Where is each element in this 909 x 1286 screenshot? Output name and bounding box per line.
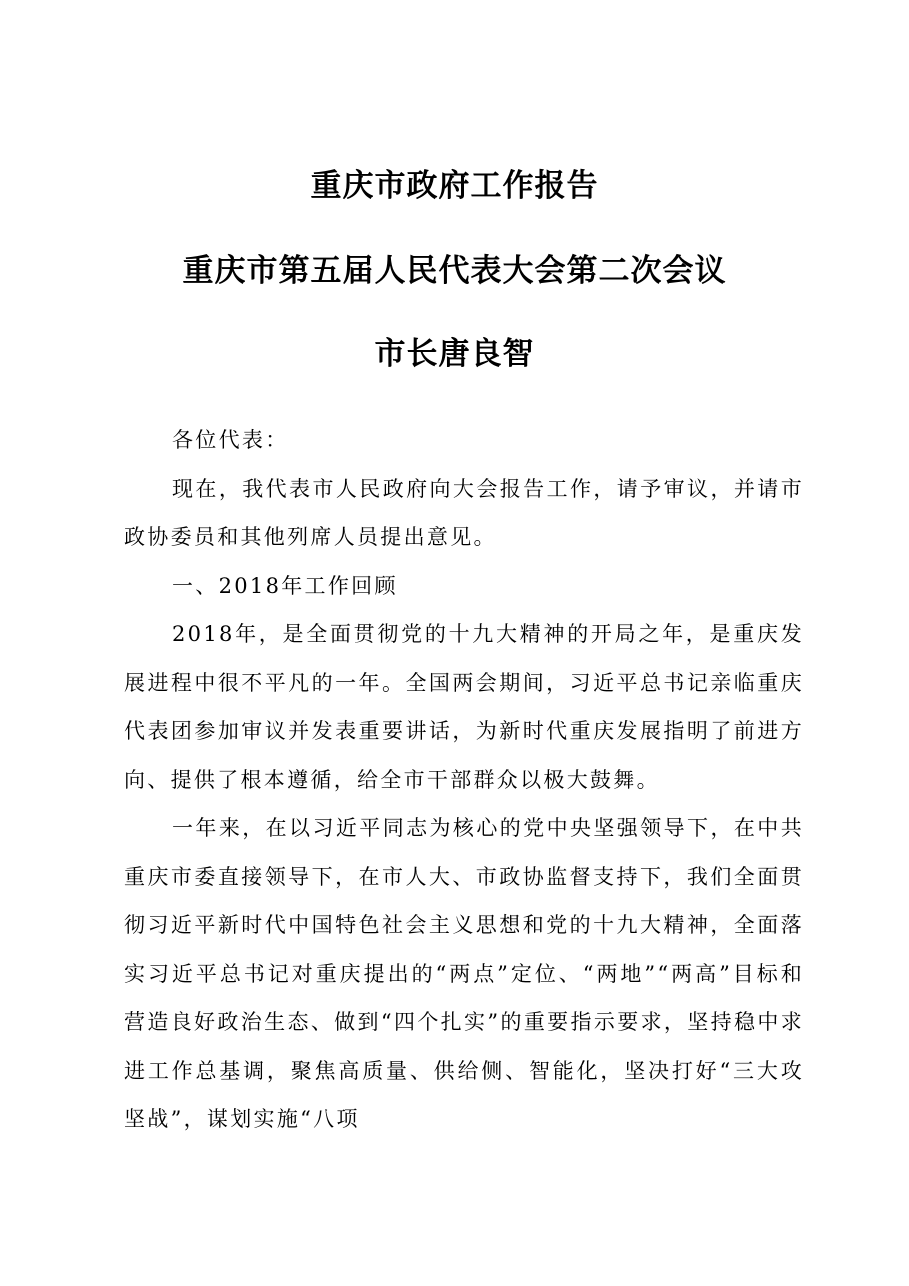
document-subtitle: 重庆市第五届人民代表大会第二次会议 [182, 253, 727, 289]
body-paragraph: 一年来，在以习近平同志为核心的党中央坚强领导下，在中共重庆市委直接领导下，在市人大、市政协监督支持下，我们全面贯彻习近平新时代中国特色社会主义思想和党的十九大精神，全面落实习近平总书记对重庆提出的“两点”定位、“两地”“两高”目标和营造良好政治生态、做到“四个扎实”的重要指示要求，坚持稳中求进工作总基调，聚焦高质量、供给侧、智能化，坚决打好“三大攻坚战”，谋划实施“八项 [124, 816, 804, 1131]
section-heading: 一、2018年工作回顾 [172, 573, 398, 598]
document-body [124, 416, 804, 1144]
body-paragraph: 现在，我代表市人民政府向大会报告工作，请予审议，并请市政协委员和其他列席人员提出意见。 [124, 476, 804, 549]
speaker-name: 市长唐良智 [374, 336, 535, 372]
salutation: 各位代表： [172, 428, 289, 452]
body-paragraph: 2018年，是全面贯彻党的十九大精神的开局之年，是重庆发展进程中很不平凡的一年。全国两会期间，习近平总书记亲临重庆代表团参加审议并发表重要讲话，为新时代重庆发展指明了前进方向、提供了根本遵循，给全市干部群众以极大鼓舞。 [124, 622, 804, 792]
document-title: 重庆市政府工作报告 [310, 168, 599, 204]
